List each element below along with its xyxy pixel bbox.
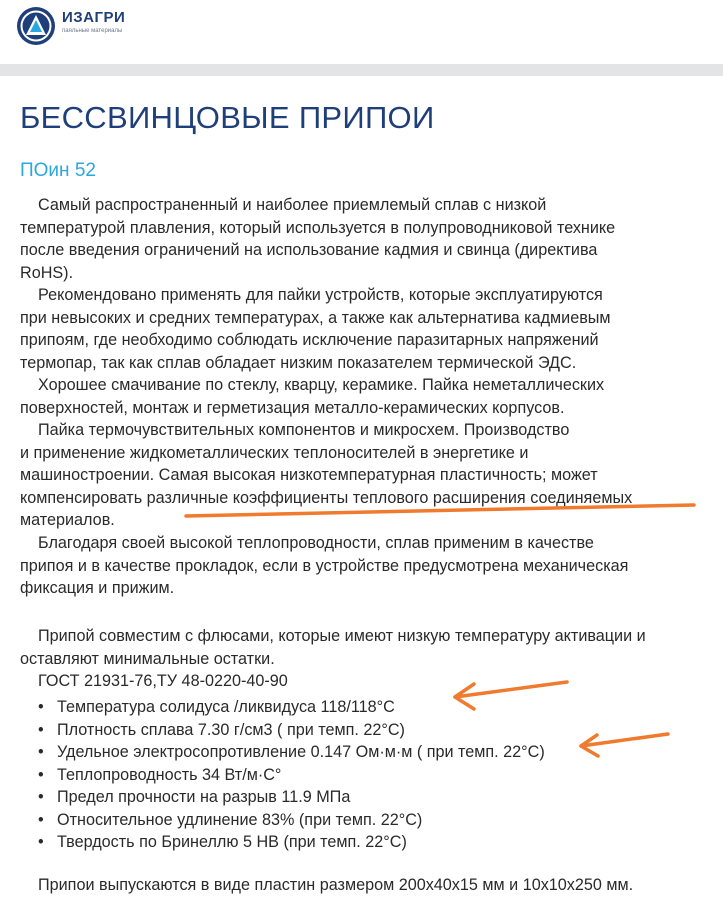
text-line: машиностроении. Самая высокая низкотемпературная пластичность; может [20,466,598,484]
arrow-annotation-resistivity [581,734,668,756]
text-line: после введения ограничений на использование кадмия и свинца (директива [20,241,598,259]
standard-line: ГОСТ 21931-76,ТУ 48-0220-40-90 [38,672,288,690]
text-line: поверхностей, монтаж и герметизация металло-керамических корпусов. [20,398,565,417]
product-title: ПОин 52 [20,160,96,181]
intro-paragraph [20,194,705,284]
text-line: Самый распространенный и наиболее приемлемый сплав с низкой [38,196,547,214]
brand-tagline: паяльные материалы [62,28,123,34]
spec-item: • Относительное удлинение 83% (при темп. 22°C) [38,809,545,832]
wetting-paragraph [20,374,705,419]
text-line: и применение жидкометаллических теплоносителей в энергетике и [20,443,529,462]
text-line: оставляют минимальные остатки. [20,649,275,668]
text-line: Припой совместим с флюсами, которые имеют низкую температуру активации и [38,627,646,645]
text-line: температурой плавления, который используется в полупроводниковой технике [20,218,616,237]
triangle-logo-icon [16,6,56,46]
spec-item: • Теплопроводность 34 Вт/м·С° [38,764,545,787]
text-line: припоям, где необходимо соблюдать исключение паразитарных напряжений [20,331,599,349]
spec-item: • Плотность сплава 7.30 г/см3 ( при темп. 22°C) [38,719,545,742]
text-line: припоя и в качестве прокладок, если в устройстве предусмотрена механическая [20,556,629,575]
text-line: RoHS). [20,263,74,282]
supply-note: Припои выпускаются в виде пластин размером 200x40x15 мм и 10x10x250 мм. [38,876,634,894]
spec-item: • Предел прочности на разрыв 11.9 МПа [38,786,545,809]
application-paragraph [20,419,705,532]
conductivity-paragraph [20,532,705,600]
spec-item: • Температура солидуса /ликвидуса 118/118°C [38,696,545,719]
text-line: Рекомендовано применять для пайки устройств, которые эксплуатируются [38,286,603,304]
text-line: Пайка термочувствительных компонентов и микросхем. Производство [38,421,570,439]
specs-list [38,696,545,854]
text-line: материалов. [20,511,115,529]
spec-item: • Удельное электросопротивление 0.147 Ом·м·м ( при темп. 22°C) [38,741,545,764]
text-line: компенсировать различные коэффициенты теплового расширения соединяемых [20,488,633,507]
text-line: при невысоких и средних температурах, а также как альтернатива кадмиевым [20,308,611,327]
page-title: БЕССВИНЦОВЫЕ ПРИПОИ [20,100,435,135]
text-line: термопар, так как сплав обладает низким показателем термической ЭДС. [20,353,577,372]
header [0,0,723,64]
spec-item: • Твердость по Бринеллю 5 НВ (при темп. 22°C) [38,831,545,854]
text-line: Хорошее смачивание по стеклу, кварцу, керамике. Пайка неметаллических [38,376,605,394]
recommendation-paragraph [20,284,705,374]
brand-name: ИЗАГРИ [62,9,126,26]
header-band [0,64,723,76]
flux-note [20,625,705,693]
text-line: фиксация и прижим. [20,579,175,597]
text-line: Благодаря своей высокой теплопроводности, сплав применим в качестве [38,534,594,552]
